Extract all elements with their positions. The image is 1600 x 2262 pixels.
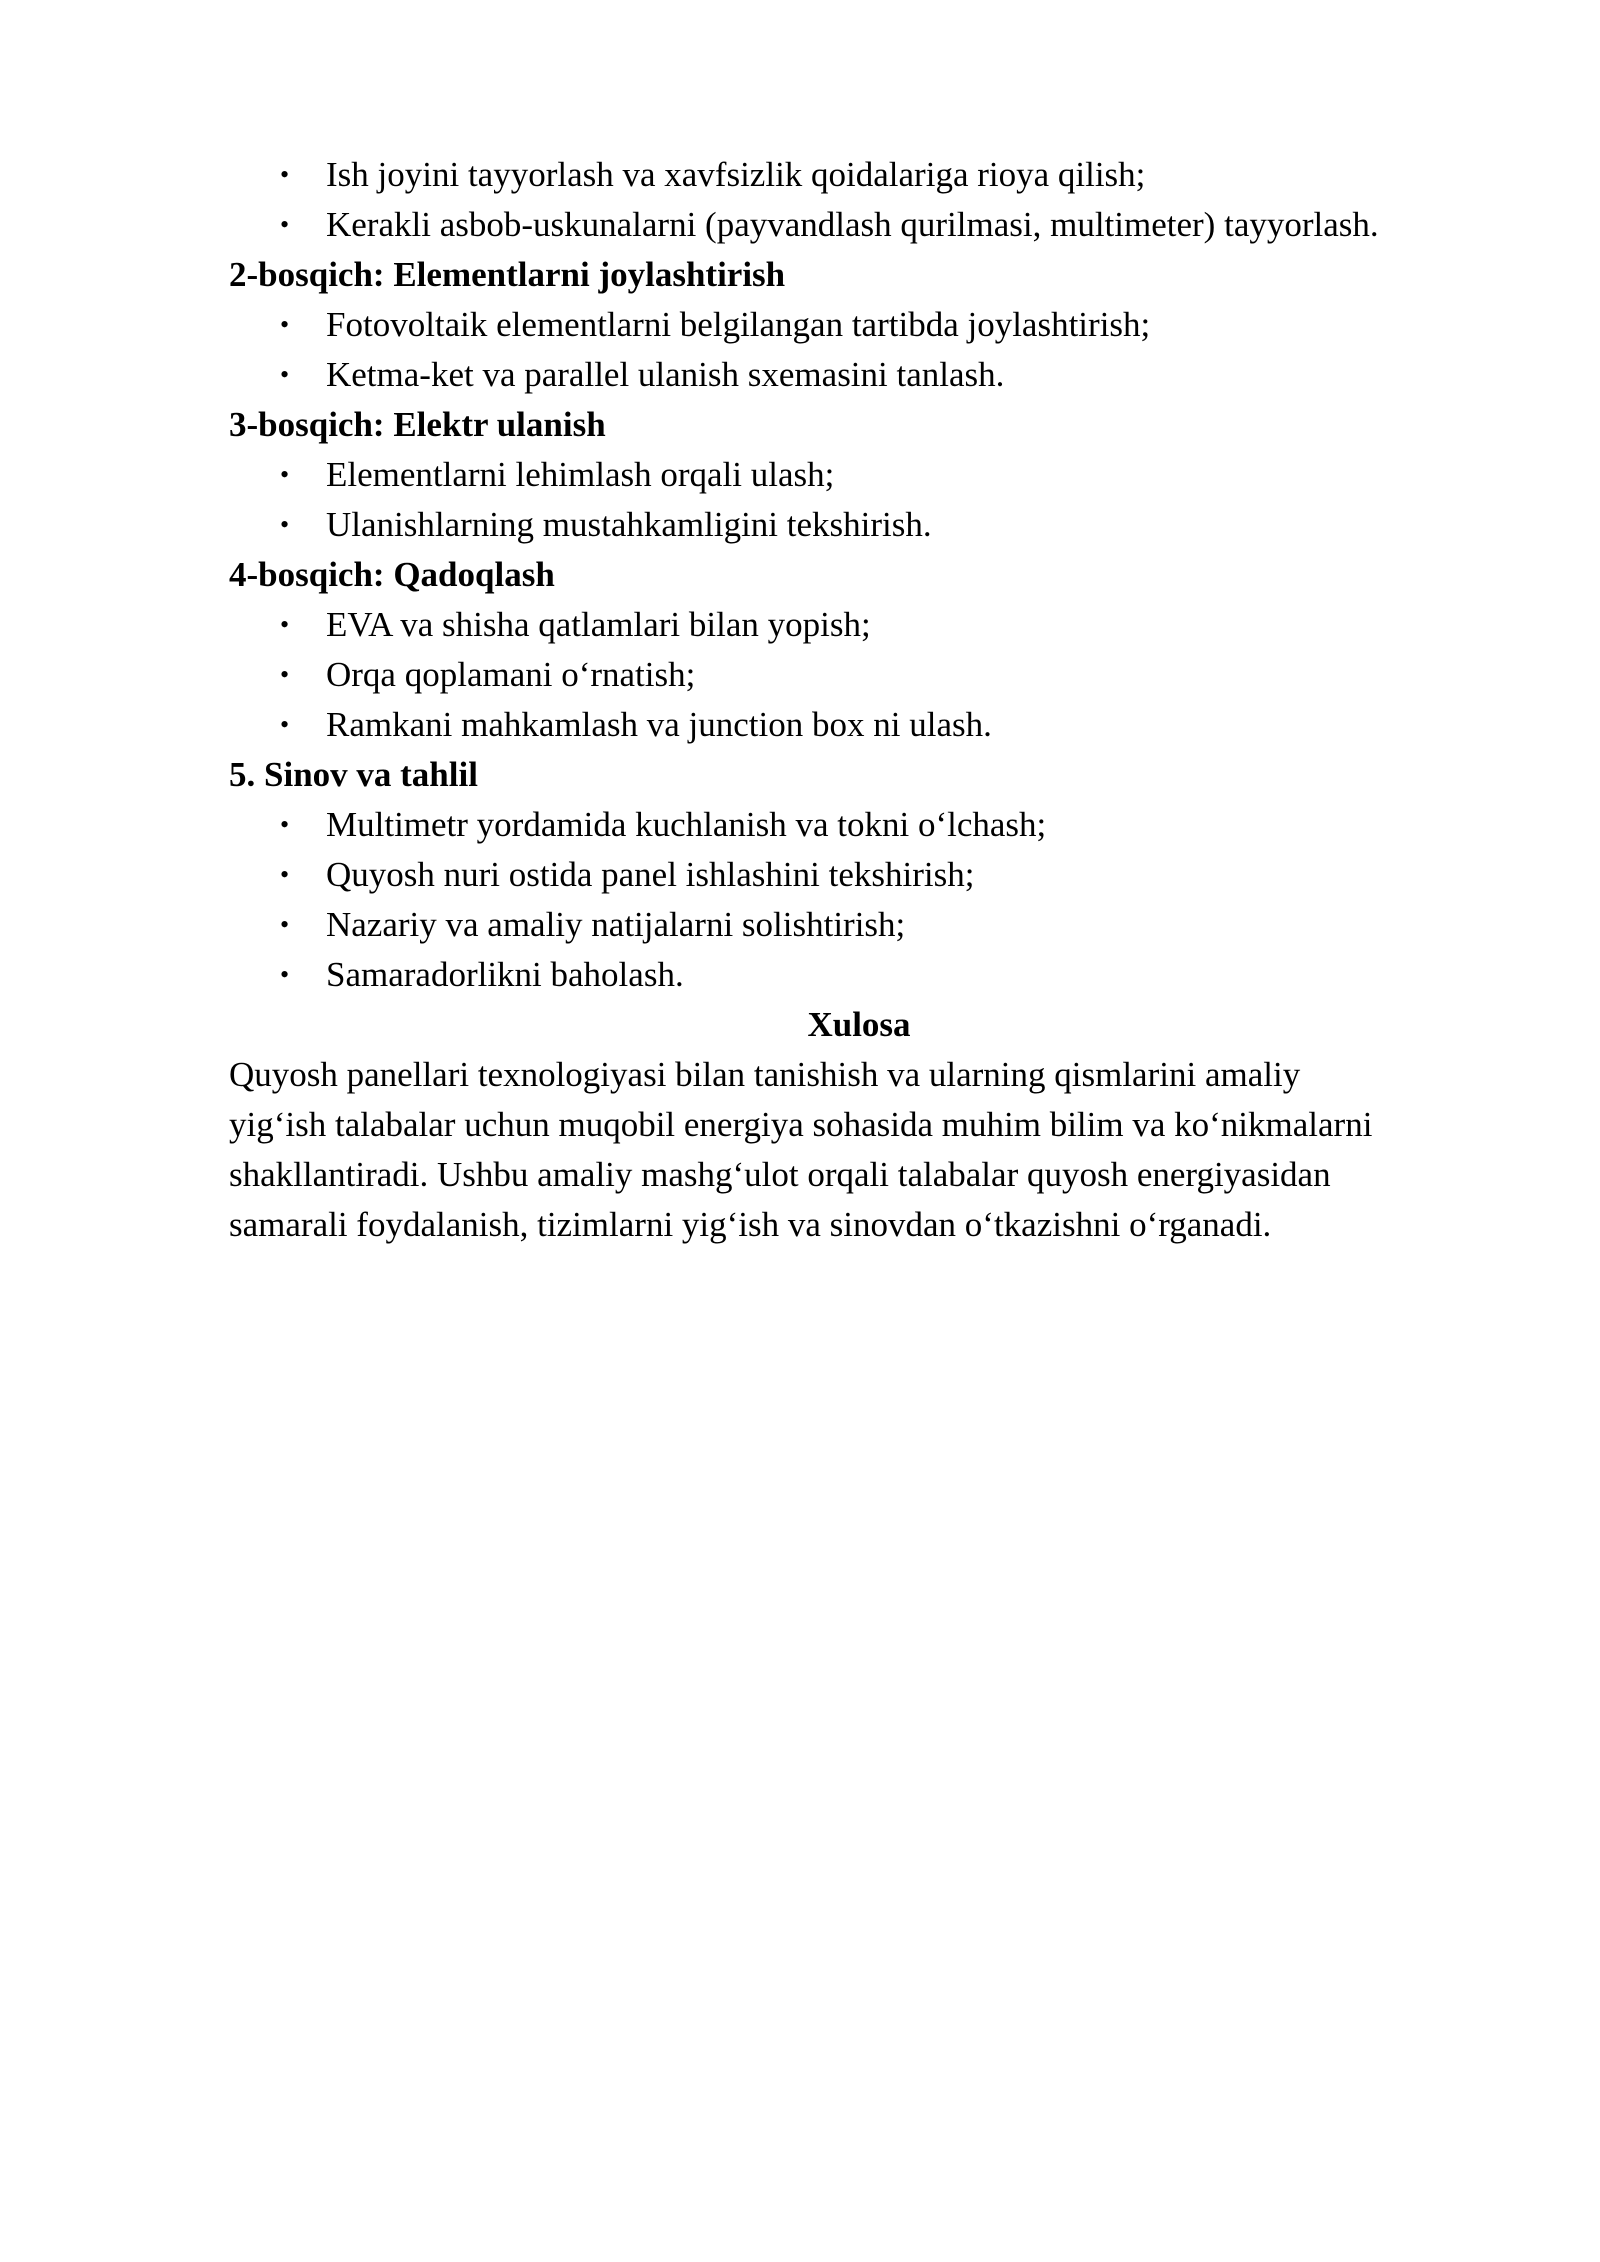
list-item: [229, 600, 1469, 650]
list-item: [229, 950, 1469, 1000]
list-item-text: EVA va shisha qatlamlari bilan yopish;: [326, 605, 871, 644]
bullet-icon: •: [280, 660, 290, 689]
list-item: [229, 850, 1469, 900]
bullet-icon: •: [280, 360, 290, 389]
section-heading: 4-bosqich: Qadoqlash: [229, 555, 555, 594]
list-item-text: Quyosh nuri ostida panel ishlashini tekshirish;: [326, 855, 975, 894]
bullet-icon: •: [280, 460, 290, 489]
list-item-text: Multimetr yordamida kuchlanish va tokni oʻlchash;: [326, 805, 1047, 844]
list-item-text: Nazariy va amaliy natijalarni solishtirish;: [326, 905, 906, 944]
bullet-icon: •: [280, 510, 290, 539]
paragraph-line: shakllantiradi. Ushbu amaliy mashgʻulot orqali talabalar quyosh energiyasidan: [229, 1155, 1331, 1194]
list-item-text: Elementlarni lehimlash orqali ulash;: [326, 455, 835, 494]
paragraph-line: samarali foydalanish, tizimlarni yigʻish va sinovdan oʻtkazishni oʻrganadi.: [229, 1205, 1272, 1244]
bullet-icon: •: [280, 610, 290, 639]
conclusion-paragraph: [229, 1050, 1469, 1250]
document-page: [229, 150, 1469, 1250]
section-heading: 5. Sinov va tahlil: [229, 755, 478, 794]
list-item-text: Ramkani mahkamlash va junction box ni ulash.: [326, 705, 992, 744]
bullet-icon: •: [280, 810, 290, 839]
bullet-icon: •: [280, 860, 290, 889]
section-heading: 2-bosqich: Elementlarni joylashtirish: [229, 255, 786, 294]
bullet-icon: •: [280, 710, 290, 739]
list-item: [229, 300, 1469, 350]
list-item-text: Ish joyini tayyorlash va xavfsizlik qoidalariga rioya qilish;: [326, 155, 1146, 194]
list-item-text: Kerakli asbob-uskunalarni (payvandlash qurilmasi, multimeter) tayyorlash.: [326, 205, 1379, 244]
section-heading: 3-bosqich: Elektr ulanish: [229, 405, 606, 444]
list-item: [229, 700, 1469, 750]
bullet-icon: •: [280, 160, 290, 189]
list-item: [229, 900, 1469, 950]
conclusion-heading: Xulosa: [807, 1005, 911, 1044]
list-item-text: Fotovoltaik elementlarni belgilangan tartibda joylashtirish;: [326, 305, 1151, 344]
bullet-icon: •: [280, 960, 290, 989]
list-item-text: Orqa qoplamani oʻrnatish;: [326, 655, 696, 694]
paragraph-line: Quyosh panellari texnologiyasi bilan tanishish va ularning qismlarini amaliy: [229, 1055, 1301, 1094]
list-item: [229, 450, 1469, 500]
bullet-icon: •: [280, 310, 290, 339]
list-item: [229, 150, 1469, 200]
bullet-icon: •: [280, 910, 290, 939]
list-item: [229, 650, 1469, 700]
paragraph-line: yigʻish talabalar uchun muqobil energiya sohasida muhim bilim va koʻnikmalarni: [229, 1105, 1373, 1144]
bullet-icon: •: [280, 210, 290, 239]
list-item: [229, 800, 1469, 850]
list-item-text: Samaradorlikni baholash.: [326, 955, 684, 994]
list-item-text: Ketma-ket va parallel ulanish sxemasini tanlash.: [326, 355, 1005, 394]
list-item: [229, 350, 1469, 400]
list-item: [229, 200, 1469, 250]
list-item-text: Ulanishlarning mustahkamligini tekshirish.: [326, 505, 932, 544]
list-item: [229, 500, 1469, 550]
